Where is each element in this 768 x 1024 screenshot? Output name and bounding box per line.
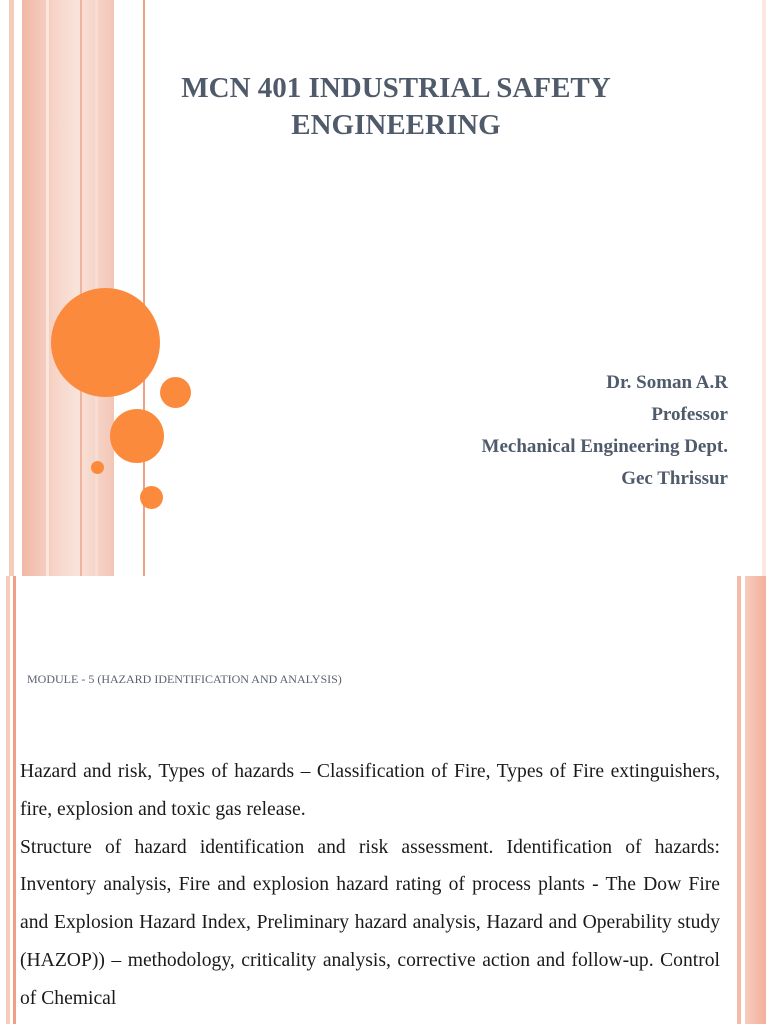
decorative-stripe (46, 0, 49, 576)
author-department: Mechanical Engineering Dept. (481, 436, 728, 457)
syllabus-slide (0, 576, 768, 1024)
author-name: Dr. Soman A.R (606, 372, 728, 393)
decorative-stripe-right (762, 0, 766, 576)
decorative-stripe-band (745, 576, 766, 1024)
syllabus-body (20, 753, 720, 1018)
module-heading: MODULE - 5 (HAZARD IDENTIFICATION AND ANALYSIS) (27, 672, 342, 686)
author-position: Professor (651, 404, 728, 425)
decorative-circle-medium (110, 409, 164, 463)
author-block (482, 367, 728, 495)
decorative-stripe (9, 0, 14, 576)
slide-title: MCN 401 INDUSTRIAL SAFETY ENGINEERING (181, 72, 611, 141)
decorative-stripe (80, 0, 82, 576)
decorative-circle-large (51, 288, 160, 397)
decorative-stripe (13, 576, 16, 1024)
decorative-stripe (737, 576, 741, 1024)
syllabus-paragraph: Hazard and risk, Types of hazards – Classification of Fire, Types of Fire extinguishers, fire, explosion and toxic gas release. (20, 761, 720, 820)
decorative-stripe (6, 576, 10, 1024)
decorative-circle-small (140, 486, 163, 509)
decorative-circle-small (160, 377, 191, 408)
author-institution: Gec Thrissur (621, 468, 728, 489)
syllabus-paragraph: Structure of hazard identification and risk assessment. Identification of hazards: Inventory analysis, Fire and explosion hazard rating of process plants - The Dow Fire and Explosion Hazard Index, Preliminary hazard analysis, Hazard and Operability study (HAZOP)) – methodology, criticality analysis, corrective action and follow-up. Control of Chemical (20, 836, 720, 1009)
decorative-circle-tiny (91, 461, 104, 474)
